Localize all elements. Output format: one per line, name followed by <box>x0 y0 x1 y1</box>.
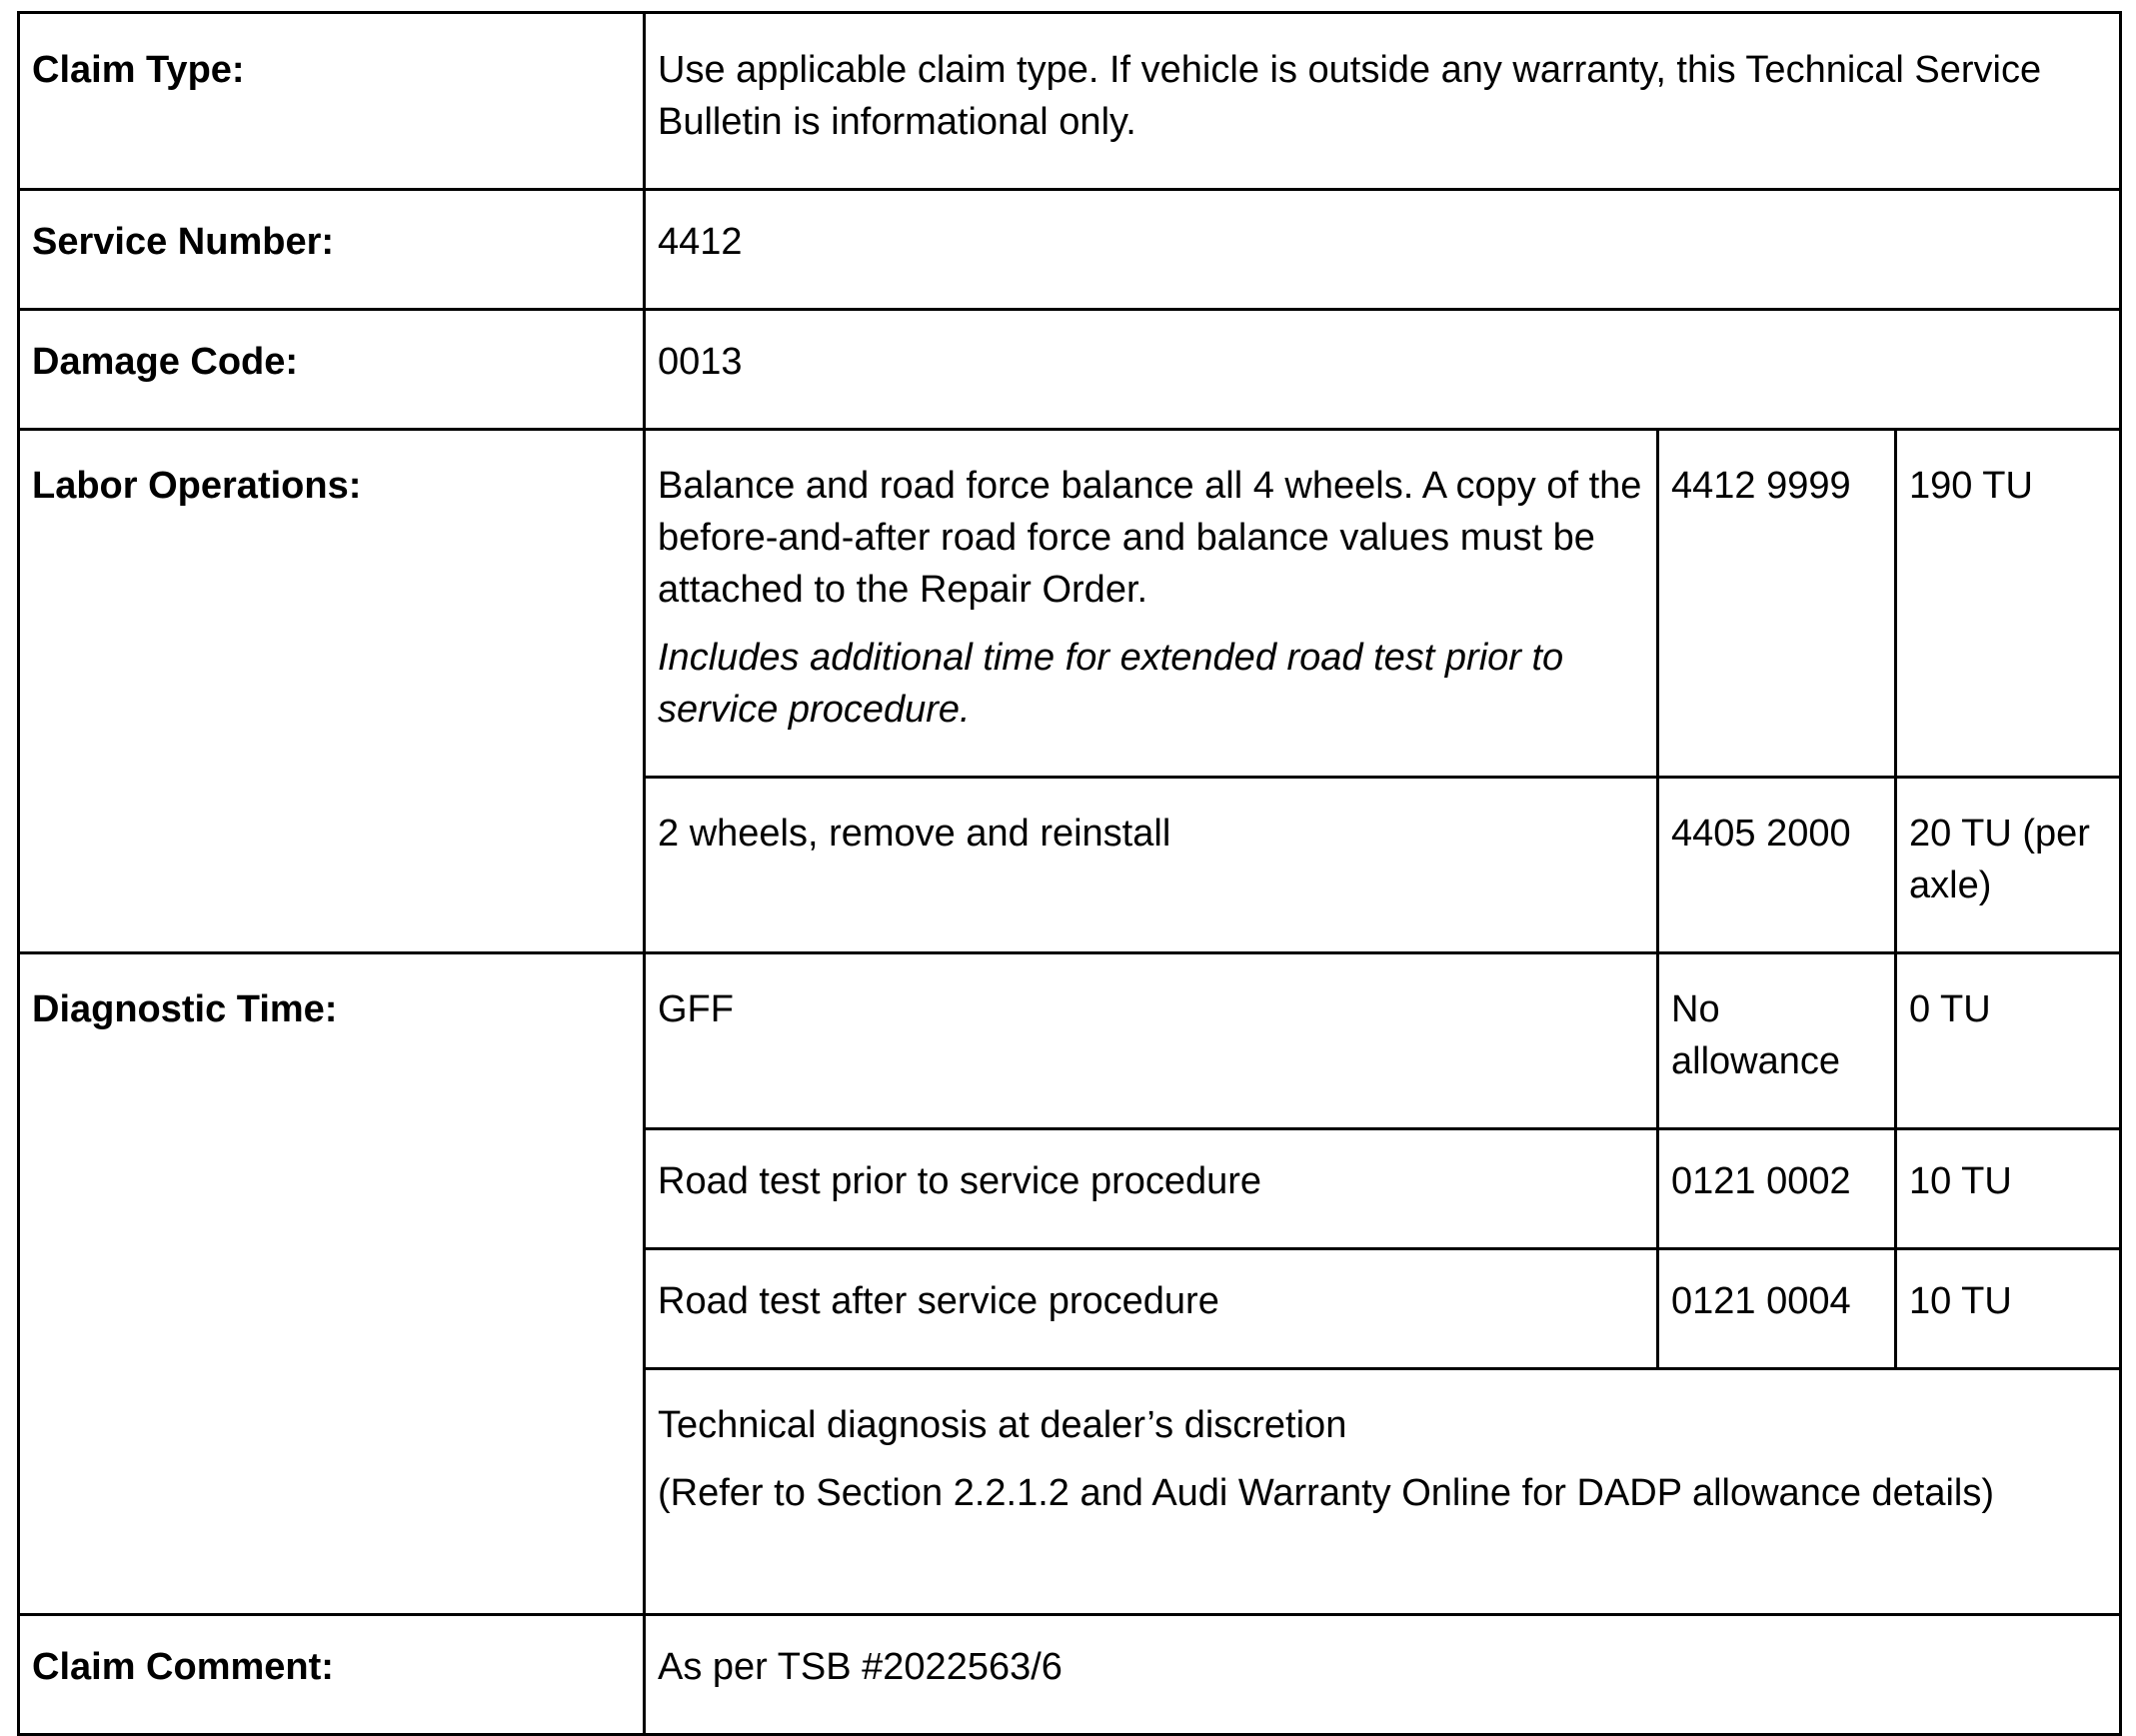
labor-operation-code: 4405 2000 <box>1658 778 1896 953</box>
labor-operation-description <box>645 430 1658 778</box>
service-number-row <box>19 190 2121 310</box>
labor-operation-time: 20 TU (per axle) <box>1896 778 2121 953</box>
labor-operation-row <box>19 430 2121 778</box>
damage-code-value: 0013 <box>645 310 2121 430</box>
diagnostic-code: 0121 0002 <box>1658 1129 1896 1249</box>
claim-type-value: Use applicable claim type. If vehicle is outside any warranty, this Technical Service Bulletin is informational only. <box>645 13 2121 190</box>
claim-comment-label: Claim Comment: <box>19 1615 645 1735</box>
labor-operations-label: Labor Operations: <box>19 430 645 953</box>
diagnostic-time: 10 TU <box>1896 1129 2121 1249</box>
service-number-value: 4412 <box>645 190 2121 310</box>
claim-comment-value: As per TSB #2022563/6 <box>645 1615 2121 1735</box>
diagnostic-description: Road test after service procedure <box>645 1249 1658 1369</box>
diagnostic-code: 0121 0004 <box>1658 1249 1896 1369</box>
labor-operation-description: 2 wheels, remove and reinstall <box>645 778 1658 953</box>
diagnostic-time: 0 TU <box>1896 953 2121 1129</box>
labor-operation-code: 4412 9999 <box>1658 430 1896 778</box>
diagnostic-note <box>645 1369 2121 1615</box>
diagnostic-description: Road test prior to service procedure <box>645 1129 1658 1249</box>
diagnostic-row <box>19 953 2121 1129</box>
damage-code-label: Damage Code: <box>19 310 645 430</box>
diagnostic-code: No allowance <box>1658 953 1896 1129</box>
diagnostic-time-label: Diagnostic Time: <box>19 953 645 1615</box>
diagnostic-note-line1: Technical diagnosis at dealer’s discretion <box>658 1404 1347 1446</box>
labor-operation-time: 190 TU <box>1896 430 2121 778</box>
warranty-claim-table <box>17 11 2122 1736</box>
diagnostic-note-line2: (Refer to Section 2.2.1.2 and Audi Warranty Online for DADP allowance details) <box>658 1472 1995 1514</box>
damage-code-row <box>19 310 2121 430</box>
service-number-label: Service Number: <box>19 190 645 310</box>
claim-comment-row <box>19 1615 2121 1735</box>
diagnostic-description: GFF <box>645 953 1658 1129</box>
claim-type-row <box>19 13 2121 190</box>
claim-type-label: Claim Type: <box>19 13 645 190</box>
labor-operation-note: Includes additional time for extended road test prior to service procedure. <box>658 637 1564 731</box>
diagnostic-time: 10 TU <box>1896 1249 2121 1369</box>
labor-operation-text: Balance and road force balance all 4 wheels. A copy of the before-and-after road force and balance values must be attached to the Repair Order. <box>658 465 1642 611</box>
